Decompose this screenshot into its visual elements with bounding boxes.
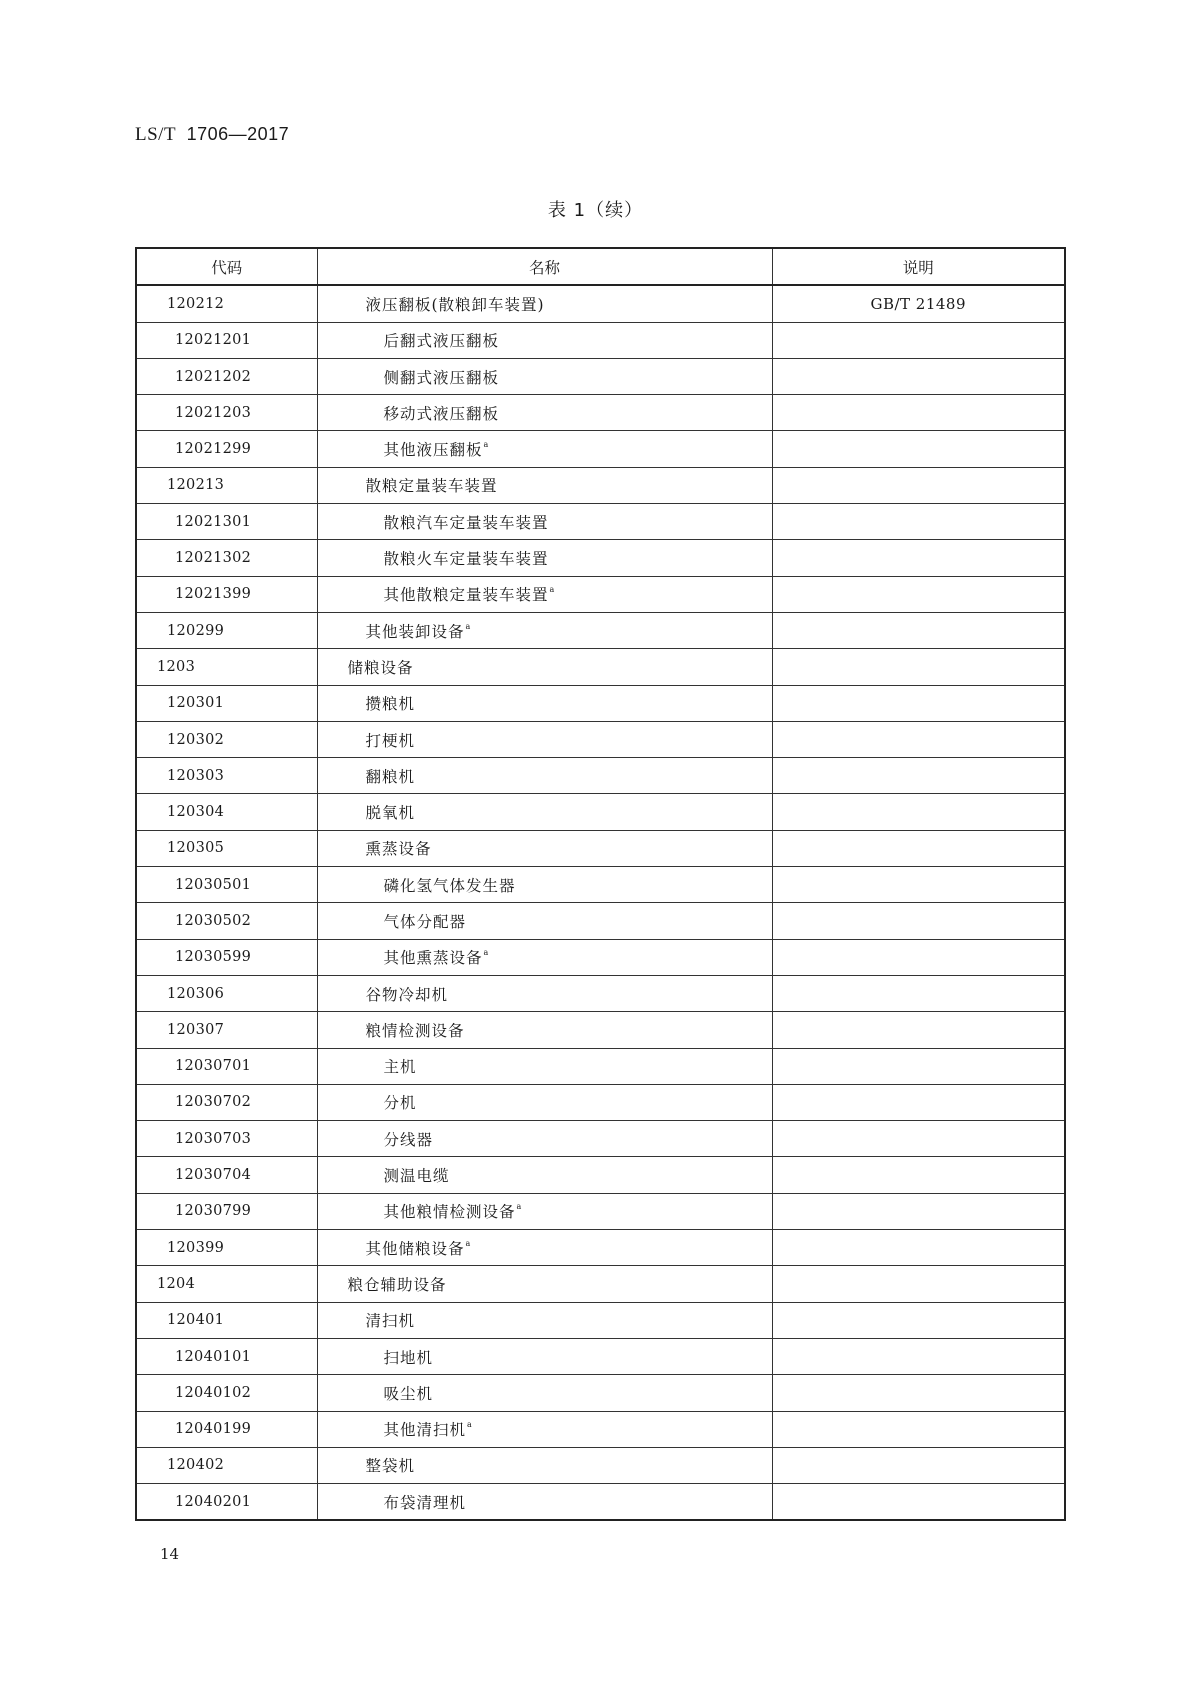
row-name-text: 气体分配器 xyxy=(383,912,467,931)
table-row xyxy=(136,612,1065,648)
row-code: 12030501 xyxy=(136,867,317,903)
row-name-text: 脱氧机 xyxy=(365,804,416,823)
row-code: 12030799 xyxy=(136,1193,317,1229)
table-header-row xyxy=(136,248,1065,285)
row-note xyxy=(772,685,1065,721)
row-name-text: 清扫机 xyxy=(365,1312,416,1331)
table-row xyxy=(136,1121,1065,1157)
row-code: 120304 xyxy=(136,794,317,830)
table-row xyxy=(136,685,1065,721)
row-note xyxy=(772,467,1065,503)
row-note xyxy=(772,830,1065,866)
row-code: 120305 xyxy=(136,830,317,866)
table-row xyxy=(136,1048,1065,1084)
row-name-text: 散粮火车定量装车装置 xyxy=(383,550,549,569)
row-name xyxy=(317,1411,772,1447)
row-name xyxy=(317,1012,772,1048)
row-name xyxy=(317,1230,772,1266)
row-name-text: 后翻式液压翻板 xyxy=(383,332,500,351)
row-name xyxy=(317,794,772,830)
row-name xyxy=(317,576,772,612)
page-number: 14 xyxy=(160,1545,180,1563)
row-code: 120212 xyxy=(136,285,317,322)
table-row xyxy=(136,358,1065,394)
row-code: 12030703 xyxy=(136,1121,317,1157)
footnote-marker: a xyxy=(467,1420,473,1430)
table-row xyxy=(136,830,1065,866)
row-note xyxy=(772,540,1065,576)
row-code: 120301 xyxy=(136,685,317,721)
row-code: 12021399 xyxy=(136,576,317,612)
table-row xyxy=(136,504,1065,540)
row-note xyxy=(772,867,1065,903)
row-name xyxy=(317,540,772,576)
footnote-marker: a xyxy=(483,948,490,958)
row-note xyxy=(772,1121,1065,1157)
row-note xyxy=(772,649,1065,685)
row-name xyxy=(317,358,772,394)
row-note xyxy=(772,612,1065,648)
table-row xyxy=(136,1484,1065,1521)
row-name-text: 布袋清理机 xyxy=(383,1493,467,1512)
table-row xyxy=(136,867,1065,903)
row-name xyxy=(317,721,772,757)
row-note xyxy=(772,504,1065,540)
row-name-text: 散粮定量装车装置 xyxy=(365,477,498,496)
footnote-marker: a xyxy=(465,1238,472,1248)
row-code: 120302 xyxy=(136,721,317,757)
row-code: 12040201 xyxy=(136,1484,317,1521)
row-name xyxy=(317,431,772,467)
column-header-name: 名称 xyxy=(317,248,772,285)
row-name-text: 测温电缆 xyxy=(383,1167,450,1186)
row-name xyxy=(317,685,772,721)
row-name-text: 磷化氢气体发生器 xyxy=(383,876,516,895)
row-note xyxy=(772,1266,1065,1302)
row-name xyxy=(317,322,772,358)
row-name-text: 其他粮情检测设备 xyxy=(383,1203,516,1222)
row-code: 12021202 xyxy=(136,358,317,394)
row-code: 12021299 xyxy=(136,431,317,467)
row-name-text: 液压翻板(散粮卸车装置) xyxy=(365,295,545,314)
column-header-code: 代码 xyxy=(136,248,317,285)
table-title: 表 1（续） xyxy=(547,200,644,221)
footnote-marker: a xyxy=(465,621,472,631)
row-code: 12030702 xyxy=(136,1084,317,1120)
row-name-text: 谷物冷却机 xyxy=(365,985,449,1004)
footnote-marker: a xyxy=(549,585,556,595)
row-code: 12030599 xyxy=(136,939,317,975)
row-name xyxy=(317,467,772,503)
row-name-text: 攒粮机 xyxy=(365,695,416,714)
row-name-text: 熏蒸设备 xyxy=(365,840,432,859)
row-code: 120213 xyxy=(136,467,317,503)
row-note xyxy=(772,1048,1065,1084)
row-name xyxy=(317,830,772,866)
row-code: 1204 xyxy=(136,1266,317,1302)
row-note: GB/T 21489 xyxy=(772,285,1065,322)
table-body xyxy=(136,285,1065,1520)
row-code: 12021302 xyxy=(136,540,317,576)
row-note xyxy=(772,1084,1065,1120)
row-name-text: 打梗机 xyxy=(365,731,416,750)
row-note xyxy=(772,1230,1065,1266)
row-name-text: 移动式液压翻板 xyxy=(383,404,500,423)
row-name-text: 整袋机 xyxy=(365,1457,416,1476)
row-code: 120299 xyxy=(136,612,317,648)
row-name xyxy=(317,1484,772,1521)
row-note xyxy=(772,358,1065,394)
row-name-text: 储粮设备 xyxy=(347,658,414,677)
row-name xyxy=(317,903,772,939)
table-row xyxy=(136,1266,1065,1302)
row-name-text: 其他储粮设备 xyxy=(365,1239,465,1258)
row-name-text: 分机 xyxy=(383,1094,417,1113)
row-name xyxy=(317,1084,772,1120)
row-name xyxy=(317,1447,772,1483)
row-note xyxy=(772,794,1065,830)
row-code: 12040199 xyxy=(136,1411,317,1447)
row-code: 12021301 xyxy=(136,504,317,540)
table-row xyxy=(136,939,1065,975)
row-code: 120307 xyxy=(136,1012,317,1048)
footnote-marker: a xyxy=(516,1202,523,1212)
row-code: 12021203 xyxy=(136,395,317,431)
row-note xyxy=(772,322,1065,358)
row-note xyxy=(772,395,1065,431)
row-name-text: 粮仓辅助设备 xyxy=(347,1275,447,1294)
row-note xyxy=(772,939,1065,975)
row-note xyxy=(772,1411,1065,1447)
row-name xyxy=(317,649,772,685)
row-name-text: 散粮汽车定量装车装置 xyxy=(383,513,549,532)
row-code: 12040102 xyxy=(136,1375,317,1411)
table-row xyxy=(136,649,1065,685)
row-name-text: 分线器 xyxy=(383,1130,434,1149)
row-name-text: 侧翻式液压翻板 xyxy=(383,368,500,387)
row-code: 12021201 xyxy=(136,322,317,358)
row-name xyxy=(317,285,772,322)
row-name xyxy=(317,867,772,903)
row-name-text: 其他散粮定量装车装置 xyxy=(383,586,549,605)
row-note xyxy=(772,1012,1065,1048)
row-note xyxy=(772,1302,1065,1338)
table-row xyxy=(136,1157,1065,1193)
row-note xyxy=(772,431,1065,467)
row-name xyxy=(317,1302,772,1338)
row-name xyxy=(317,504,772,540)
row-name xyxy=(317,395,772,431)
column-header-note: 说明 xyxy=(772,248,1065,285)
row-name-text: 其他液压翻板 xyxy=(383,441,483,460)
row-name-text: 翻粮机 xyxy=(365,767,416,786)
table-row xyxy=(136,758,1065,794)
row-name-text: 主机 xyxy=(383,1058,417,1077)
table-row xyxy=(136,431,1065,467)
row-code: 12040101 xyxy=(136,1338,317,1374)
row-name xyxy=(317,612,772,648)
table-row xyxy=(136,721,1065,757)
table-row xyxy=(136,1012,1065,1048)
row-name-text: 吸尘机 xyxy=(383,1384,434,1403)
row-name-text: 其他清扫机 xyxy=(383,1421,467,1440)
row-name xyxy=(317,1157,772,1193)
row-note xyxy=(772,1375,1065,1411)
table-row xyxy=(136,285,1065,322)
row-code: 12030502 xyxy=(136,903,317,939)
row-name xyxy=(317,1375,772,1411)
row-name xyxy=(317,1266,772,1302)
row-note xyxy=(772,975,1065,1011)
row-name xyxy=(317,758,772,794)
row-name xyxy=(317,939,772,975)
row-code: 120402 xyxy=(136,1447,317,1483)
row-code: 1203 xyxy=(136,649,317,685)
row-code: 120401 xyxy=(136,1302,317,1338)
table-row xyxy=(136,1375,1065,1411)
row-note xyxy=(772,1157,1065,1193)
table-row xyxy=(136,1447,1065,1483)
classification-table xyxy=(135,247,1066,1521)
row-name-text: 其他装卸设备 xyxy=(365,622,465,641)
row-code: 120303 xyxy=(136,758,317,794)
standard-number: 1706—2017 xyxy=(186,124,290,144)
row-name xyxy=(317,1338,772,1374)
row-note xyxy=(772,1484,1065,1521)
row-code: 12030704 xyxy=(136,1157,317,1193)
table-row xyxy=(136,1411,1065,1447)
footnote-marker: a xyxy=(483,440,490,450)
table-row xyxy=(136,1084,1065,1120)
table-row xyxy=(136,322,1065,358)
table-row xyxy=(136,794,1065,830)
table-row xyxy=(136,1302,1065,1338)
row-note xyxy=(772,721,1065,757)
table-row xyxy=(136,467,1065,503)
row-code: 12030701 xyxy=(136,1048,317,1084)
standard-code xyxy=(135,124,289,146)
table-row xyxy=(136,540,1065,576)
row-note xyxy=(772,1447,1065,1483)
standard-prefix: LS/T xyxy=(135,124,177,145)
table-row xyxy=(136,1193,1065,1229)
table-row xyxy=(136,576,1065,612)
row-note xyxy=(772,758,1065,794)
table-row xyxy=(136,1338,1065,1374)
row-name xyxy=(317,1193,772,1229)
table-row xyxy=(136,395,1065,431)
row-name-text: 其他熏蒸设备 xyxy=(383,949,483,968)
row-note xyxy=(772,903,1065,939)
table-row xyxy=(136,1230,1065,1266)
row-note xyxy=(772,1193,1065,1229)
table-row xyxy=(136,903,1065,939)
row-name-text: 粮情检测设备 xyxy=(365,1021,465,1040)
row-code: 120399 xyxy=(136,1230,317,1266)
row-name xyxy=(317,975,772,1011)
row-name xyxy=(317,1121,772,1157)
row-code: 120306 xyxy=(136,975,317,1011)
table-row xyxy=(136,975,1065,1011)
row-note xyxy=(772,576,1065,612)
row-name-text: 扫地机 xyxy=(383,1348,434,1367)
row-name xyxy=(317,1048,772,1084)
row-note xyxy=(772,1338,1065,1374)
